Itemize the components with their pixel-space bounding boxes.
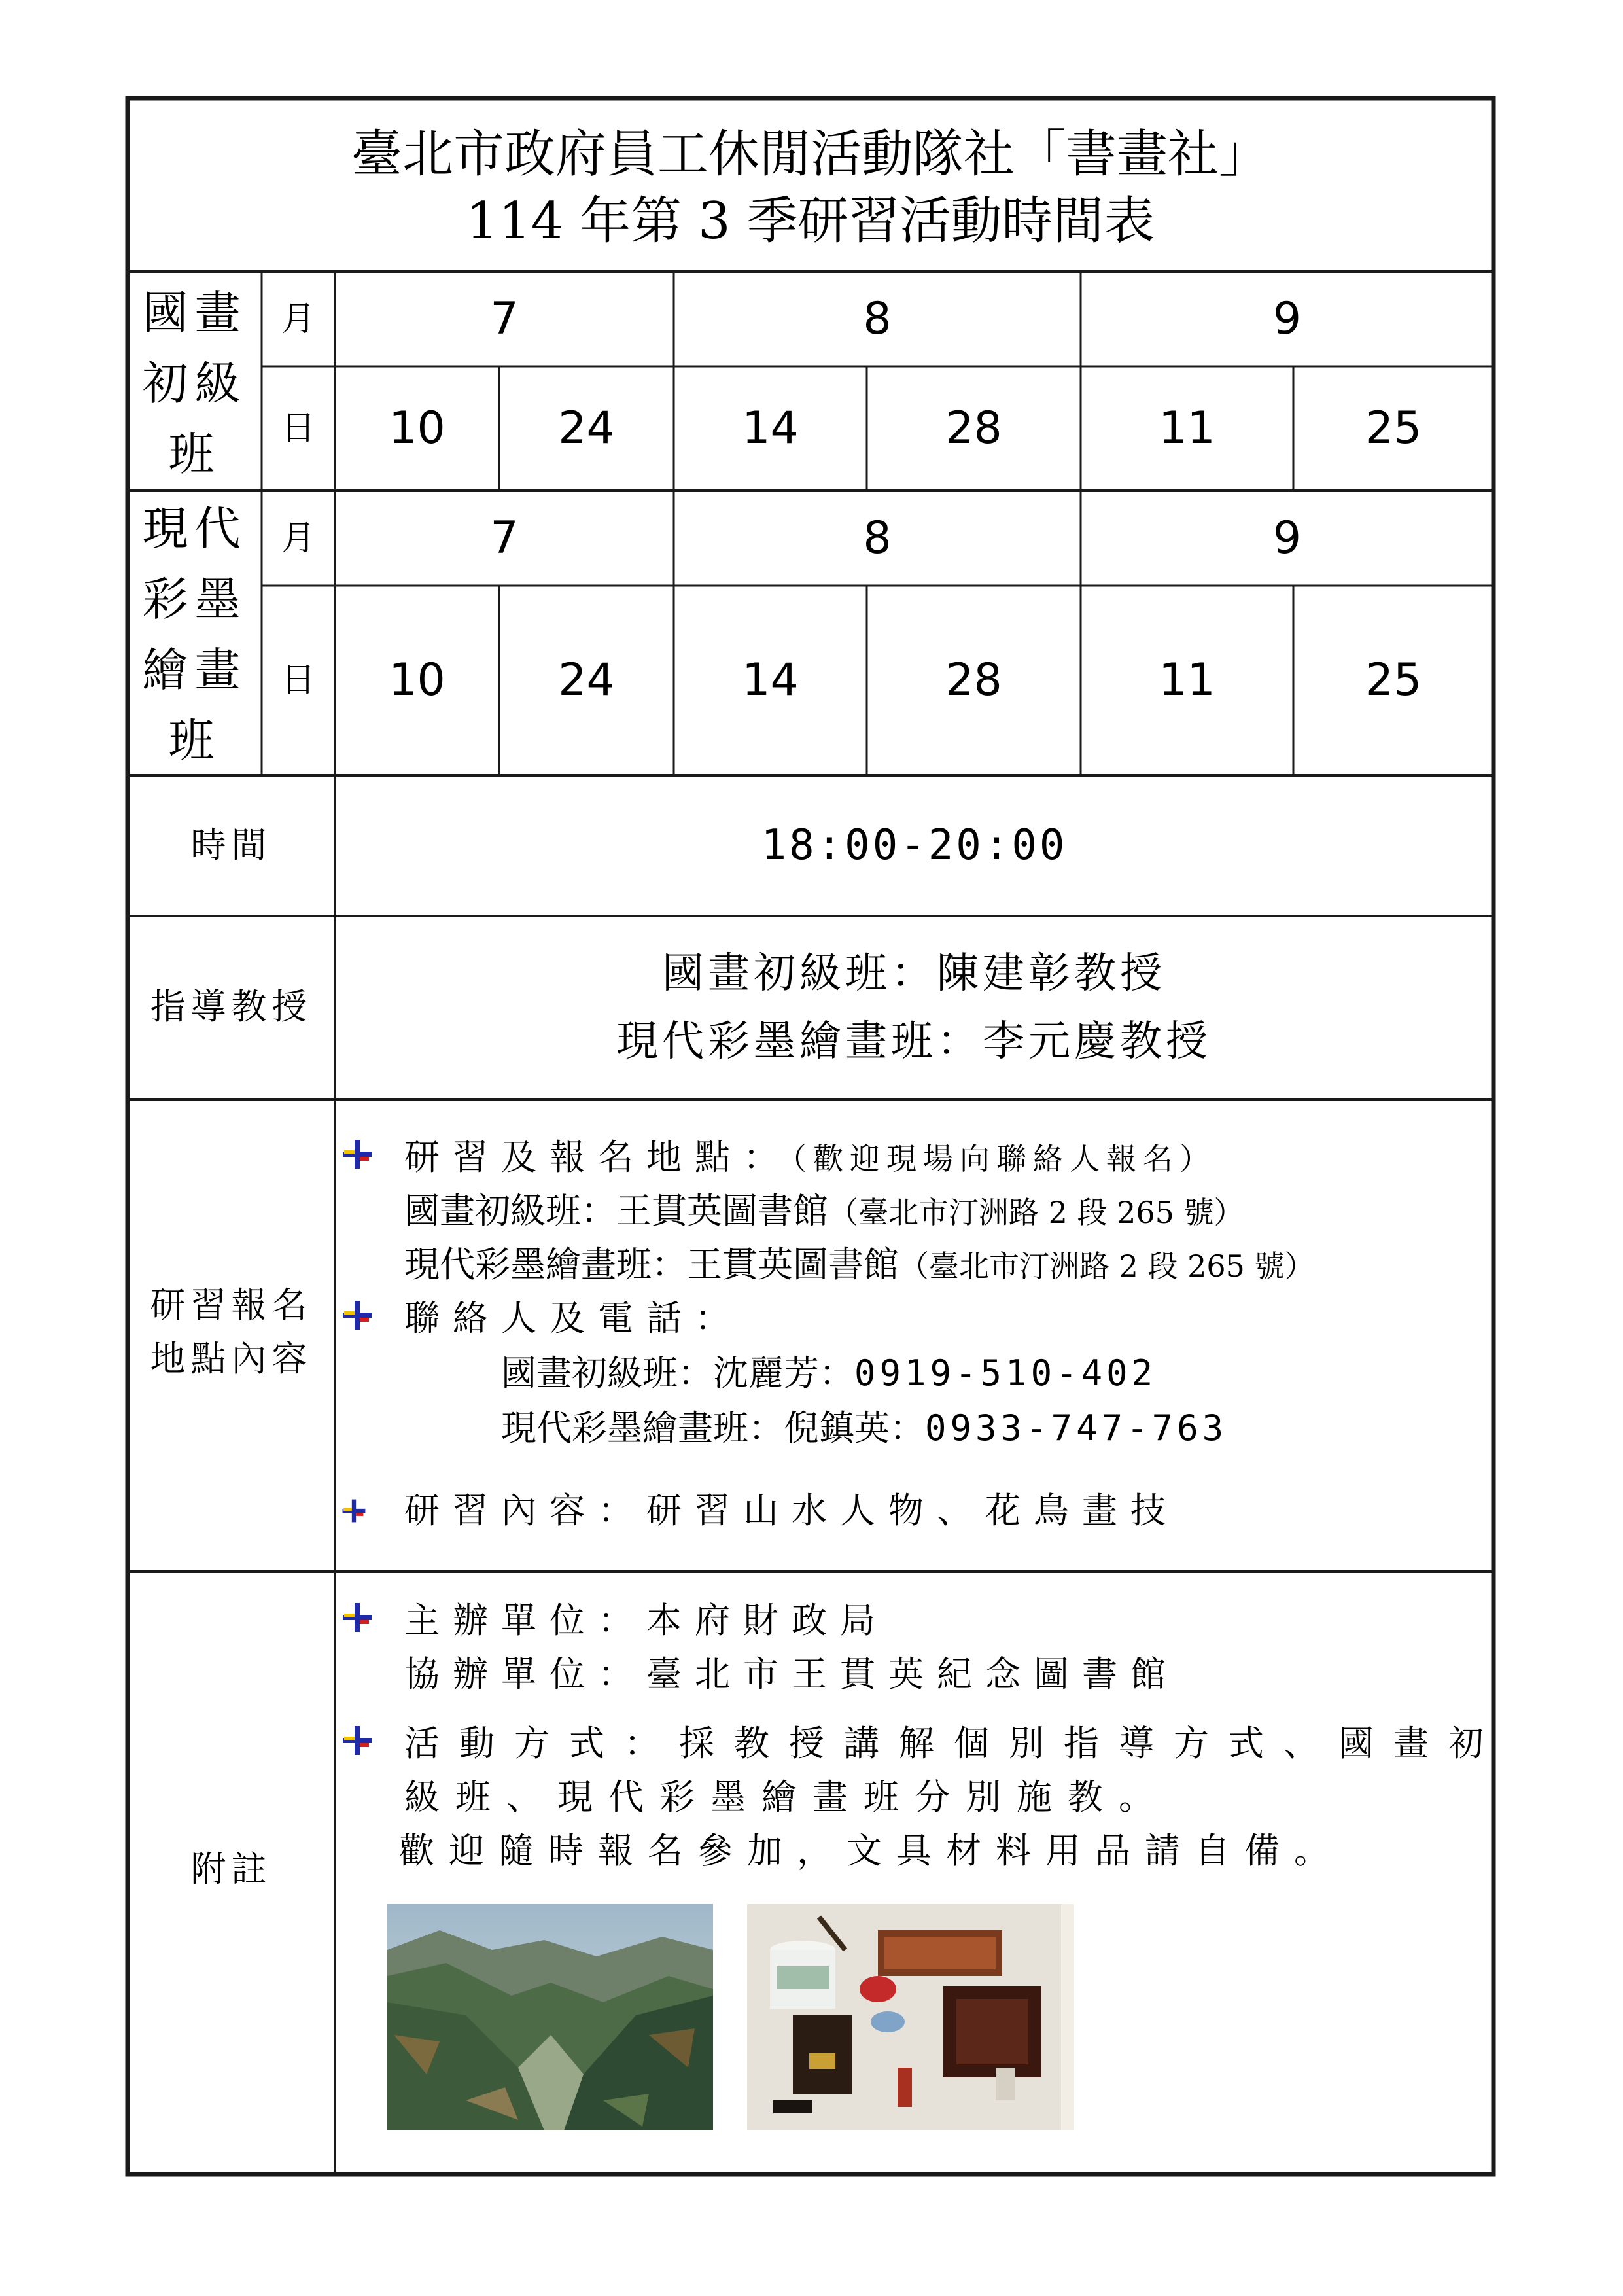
class2-day-cell: 10	[389, 654, 445, 706]
class1-month-cell: 8	[863, 293, 892, 345]
bullet-icon	[341, 1139, 373, 1170]
contact-title: 聯絡人及電話：	[404, 1298, 743, 1339]
calligraphy-tools-image	[747, 1904, 1074, 2130]
class1-day-label: 日	[281, 409, 315, 448]
class2-day-cell: 28	[945, 654, 1002, 706]
class2-day-cell: 14	[742, 654, 799, 706]
instructor-line: 國畫初級班：陳建彰教授	[662, 949, 1166, 998]
document-title-line1: 臺北市政府員工休閒活動隊社「書畫社」	[351, 125, 1270, 184]
contact-1-phone: 0919-510-402	[854, 1352, 1157, 1394]
class2-name-line2: 彩墨	[142, 573, 247, 626]
contact-2: 現代彩墨繪畫班：倪鎮英：0933-747-763	[501, 1407, 1228, 1449]
class2-day-label: 日	[281, 661, 315, 700]
venue-2: 現代彩墨繪畫班：王貫英圖書館（臺北市汀洲路 2 段 265 號）	[404, 1244, 1315, 1285]
time-value: 18:00-20:00	[761, 821, 1068, 870]
class1-month-cell: 9	[1272, 293, 1302, 345]
location-label-line2: 地點內容	[150, 1338, 313, 1379]
cohost-unit: 協辦單位：臺北市王貫英紀念圖書館	[404, 1653, 1179, 1695]
location-label-line1: 研習報名	[150, 1284, 313, 1326]
class1-name-line1: 國畫	[142, 286, 247, 340]
class1-day-cell: 25	[1365, 402, 1422, 454]
instructors-label: 指導教授	[150, 986, 313, 1027]
host-unit: 主辦單位：本府財政局	[404, 1600, 888, 1641]
class2-day-cell: 11	[1159, 654, 1215, 706]
venue-1: 國畫初級班：王貫英圖書館（臺北市汀洲路 2 段 265 號）	[404, 1190, 1244, 1231]
class1-day-cell: 10	[389, 402, 445, 454]
class2-name-line4: 班	[168, 714, 221, 768]
class2-month-cell: 8	[863, 512, 892, 564]
class2-month-cell: 7	[490, 512, 519, 564]
notes-label: 附註	[190, 1848, 272, 1890]
class2-name-line1: 現代	[142, 502, 247, 556]
class2-name-line3: 繪畫	[142, 643, 247, 697]
method-line1: 活動方式：採教授講解個別指導方式、國畫初	[404, 1723, 1503, 1764]
study-content: 研習內容：研習山水人物、花鳥畫技	[404, 1490, 1179, 1531]
landscape-painting-image	[387, 1904, 713, 2130]
bullet-icon	[341, 1498, 366, 1523]
contact-1: 國畫初級班：沈麗芳：0919-510-402	[501, 1352, 1157, 1394]
class1-day-cell: 14	[742, 402, 799, 454]
document-title-line2: 114 年第 3 季研習活動時間表	[466, 192, 1155, 251]
time-label: 時間	[190, 824, 272, 866]
class1-name-line2: 初級	[142, 357, 247, 410]
class2-day-cell: 25	[1365, 654, 1422, 706]
bullet-icon	[341, 1602, 373, 1633]
instructor-line: 現代彩墨繪畫班：李元慶教授	[616, 1017, 1212, 1066]
class1-day-cell: 11	[1159, 402, 1215, 454]
signup-title: 研習及報名地點：（歡迎現場向聯絡人報名）	[404, 1137, 1216, 1178]
class1-day-cell: 24	[558, 402, 615, 454]
method-line2: 級班、現代彩墨繪畫班分別施教。	[404, 1776, 1170, 1818]
contact-2-phone: 0933-747-763	[925, 1407, 1228, 1449]
class1-day-cell: 28	[945, 402, 1002, 454]
class2-day-cell: 24	[558, 654, 615, 706]
bullet-icon	[341, 1725, 373, 1756]
bullet-icon	[341, 1299, 373, 1331]
class2-month-label: 月	[281, 519, 315, 558]
signup-note: （歡迎現場向聯絡人報名）	[792, 1141, 1216, 1176]
class1-name-line3: 班	[168, 427, 221, 481]
class1-month-cell: 7	[490, 293, 519, 345]
class2-month-cell: 9	[1272, 512, 1302, 564]
method-line3: 歡迎隨時報名參加，文具材料用品請自備。	[399, 1830, 1344, 1871]
class1-month-label: 月	[281, 300, 315, 339]
